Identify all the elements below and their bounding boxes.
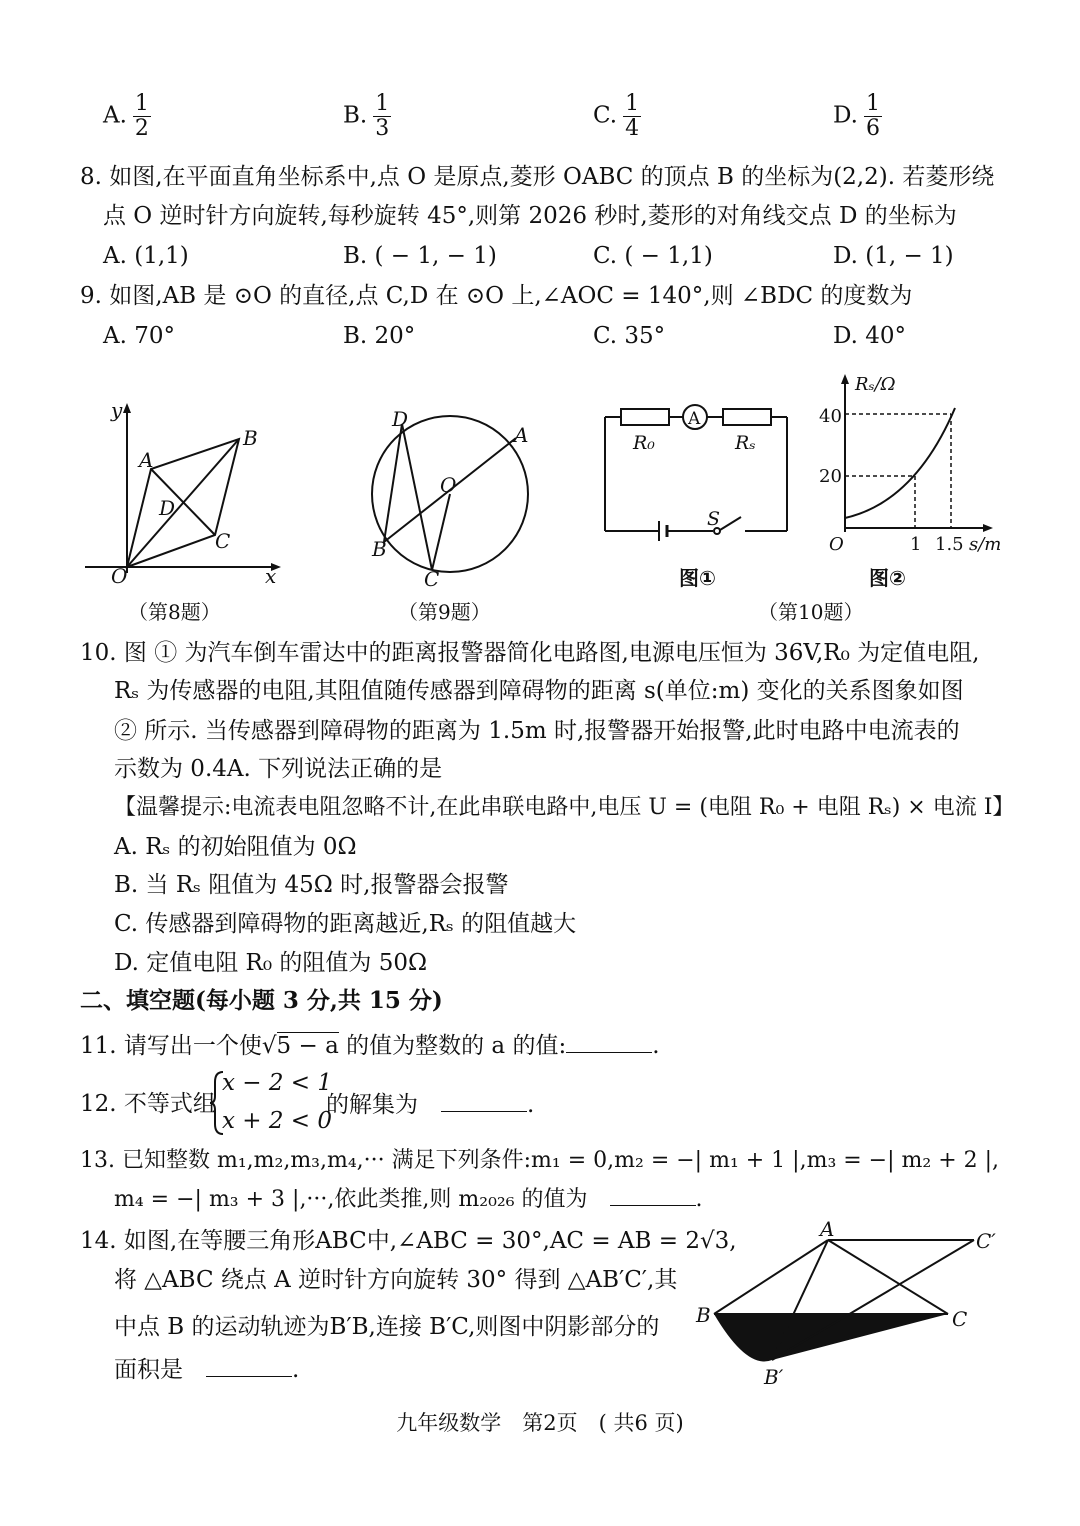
point-a-label: A — [820, 1218, 835, 1241]
sqrt-sign: √ — [261, 1033, 277, 1059]
q7-option-label: D. — [833, 102, 858, 129]
q13-answer-blank — [610, 1183, 696, 1206]
figure-q14-triangle — [692, 1218, 1008, 1393]
point-b-prime-label: B′ — [764, 1365, 784, 1389]
point-d-label: D — [159, 496, 176, 520]
fraction-denominator: 4 — [625, 116, 640, 141]
q13-text-line2: m₄ = −| m₃ + 3 |,···,依此类推,则 m₂₀₂₆ 的值为 . — [114, 1183, 703, 1215]
q9-option-c: C. 35° — [593, 323, 666, 349]
q13-text-line1: 13. 已知整数 m₁,m₂,m₃,m₄,··· 满足下列条件:m₁ = 0,m₂ = −| m₁ + 1 |,m₃ = −| m₂ + 2 |, — [80, 1148, 1000, 1173]
q7-option-c — [593, 92, 641, 141]
graph-figure-label: 图② — [869, 566, 906, 590]
q7-option-label: B. — [343, 102, 368, 129]
circuit-figure-label: 图① — [679, 566, 716, 590]
q9-option-a: A. 70° — [103, 323, 175, 349]
q10-hint: 【温馨提示:电流表电阻忽略不计,在此串联电路中,电压 U = (电阻 R₀ + 电阻 Rₛ) × 电流 I】 — [114, 795, 1015, 820]
q10-option-d: D. 定值电阻 R₀ 的阻值为 50Ω — [114, 950, 428, 976]
point-b-label: B — [372, 537, 387, 561]
q11-answer-blank — [566, 1030, 652, 1053]
fraction-numerator: 1 — [865, 91, 880, 116]
point-o-label: O — [111, 564, 128, 588]
fraction-numerator: 1 — [375, 91, 390, 116]
graph-x-label: s/m — [969, 534, 1002, 555]
point-d-label: D — [392, 407, 409, 431]
fraction — [373, 92, 391, 141]
q7-option-label: C. — [593, 102, 618, 129]
q14-text: 面积是 — [114, 1357, 183, 1383]
resistor-rs-label: Rₛ — [735, 432, 756, 454]
resistor-r0-label: R₀ — [633, 432, 655, 454]
sqrt-radicand: 5 − a — [276, 1033, 339, 1059]
axis-x-label: x — [265, 564, 277, 588]
q8-option-c: C. ( − 1,1) — [593, 243, 713, 269]
q7-option-label: A. — [103, 102, 127, 129]
q12-inequality-2: x + 2 < 0 — [222, 1108, 333, 1134]
q14-text-line1: 14. 如图,在等腰三角形ABC中,∠ABC = 30°,AC = AB = 2√3, — [80, 1228, 737, 1254]
graph-origin-label: O — [829, 534, 844, 555]
q9-option-d: D. 40° — [833, 323, 907, 349]
q9-option-b: B. 20° — [343, 323, 416, 349]
q11-text-before: 11. 请写出一个使 — [80, 1033, 262, 1059]
fraction-denominator: 6 — [865, 116, 880, 141]
q11-text-after: 的值为整数的 a 的值: — [338, 1033, 567, 1059]
q11-text: 11. 请写出一个使√5 − a 的值为整数的 a 的值: . — [80, 1030, 660, 1061]
q8-option-b: B. ( − 1, − 1) — [343, 243, 497, 269]
fraction — [623, 92, 641, 141]
q10-option-b: B. 当 Rₛ 阻值为 45Ω 时,报警器会报警 — [114, 872, 509, 898]
q10-option-a: A. Rₛ 的初始阻值为 0Ω — [114, 834, 357, 860]
fraction — [864, 92, 882, 141]
q7-option-b — [343, 92, 391, 141]
figure-q9-circle — [360, 400, 540, 595]
figure-q10-circuit — [595, 395, 805, 595]
q12-inequality-1: x − 2 < 1 — [222, 1070, 333, 1096]
q10-option-c: C. 传感器到障碍物的距离越近,Rₛ 的阻值越大 — [114, 911, 577, 937]
q10-text-line4: 示数为 0.4A. 下列说法正确的是 — [114, 756, 443, 782]
q8-text-line2: 点 O 逆时针方向旋转,每秒旋转 45°,则第 2026 秒时,菱形的对角线交点 D 的坐标为 — [103, 203, 957, 229]
point-b-label: B — [696, 1303, 711, 1327]
point-a-label: A — [514, 423, 529, 447]
fraction-numerator: 1 — [625, 91, 640, 116]
graph-y-label: Rₛ/Ω — [855, 374, 896, 395]
q14-answer-blank — [206, 1354, 292, 1377]
graph-x-tick-1-5: 1.5 — [935, 534, 964, 555]
section-fill-in-title: 二、填空题(每小题 3 分,共 15 分) — [80, 987, 443, 1014]
page-footer: 九年级数学 第2页 ( 共6 页) — [396, 1411, 684, 1435]
figure-q8-rhombus — [75, 395, 295, 595]
ammeter-label: A — [688, 409, 701, 429]
point-b-label: B — [243, 426, 258, 450]
graph-y-tick-20: 20 — [819, 466, 842, 487]
q14-text-line4: 面积是 . — [114, 1354, 299, 1385]
point-o-label: O — [440, 473, 457, 497]
q14-text-line2: 将 △ABC 绕点 A 逆时针方向旋转 30° 得到 △AB′C′,其 — [114, 1267, 678, 1293]
q10-text-line2: Rₛ 为传感器的电阻,其阻值随传感器到障碍物的距离 s(单位:m) 变化的关系图象如图 — [114, 678, 964, 704]
switch-label: S — [707, 508, 721, 530]
q14-text-line3: 中点 B 的运动轨迹为B′B,连接 B′C,则图中阴影部分的 — [114, 1314, 660, 1340]
fraction-numerator: 1 — [134, 91, 149, 116]
q7-option-d — [833, 92, 882, 141]
point-c-prime-label: C′ — [976, 1229, 996, 1253]
point-c-label: C — [424, 567, 440, 591]
q13-text: m₄ = −| m₃ + 3 |,···,依此类推,则 m₂₀₂₆ 的值为 — [114, 1187, 588, 1212]
q12-suffix-line: 的解集为 . — [326, 1089, 534, 1120]
q7-option-a — [103, 92, 151, 141]
axis-y-label: y — [111, 398, 123, 422]
q8-text-line1: 8. 如图,在平面直角坐标系中,点 O 是原点,菱形 OABC 的顶点 B 的坐标为(2,2). 若菱形绕 — [80, 164, 995, 190]
q12-suffix: 的解集为 — [326, 1092, 418, 1118]
caption-q9: （第9题） — [398, 600, 491, 624]
q12-prefix: 12. 不等式组 — [80, 1091, 216, 1117]
point-c-label: C — [952, 1307, 968, 1331]
q12-answer-blank — [441, 1089, 527, 1112]
graph-y-tick-40: 40 — [819, 406, 842, 427]
fraction-denominator: 3 — [375, 116, 390, 141]
point-c-label: C — [215, 529, 231, 553]
q10-text-line3: ② 所示. 当传感器到障碍物的距离为 1.5m 时,报警器开始报警,此时电路中电流表的 — [114, 718, 960, 744]
graph-x-tick-1: 1 — [910, 534, 922, 555]
caption-q8: （第8题） — [128, 600, 221, 624]
q8-option-a: A. (1,1) — [103, 243, 189, 269]
q8-option-d: D. (1, − 1) — [833, 243, 954, 269]
fraction-denominator: 2 — [134, 116, 149, 141]
q9-text: 9. 如图,AB 是 ⊙O 的直径,点 C,D 在 ⊙O 上,∠AOC = 140°,则 ∠BDC 的度数为 — [80, 283, 913, 309]
caption-q10: （第10题） — [758, 600, 864, 624]
fraction — [133, 92, 151, 141]
point-a-label: A — [139, 448, 154, 472]
q10-text-line1: 10. 图 ① 为汽车倒车雷达中的距离报警器简化电路图,电源电压恒为 36V,R₀ 为定值电阻, — [80, 640, 980, 666]
figure-q10-graph — [815, 368, 1015, 595]
